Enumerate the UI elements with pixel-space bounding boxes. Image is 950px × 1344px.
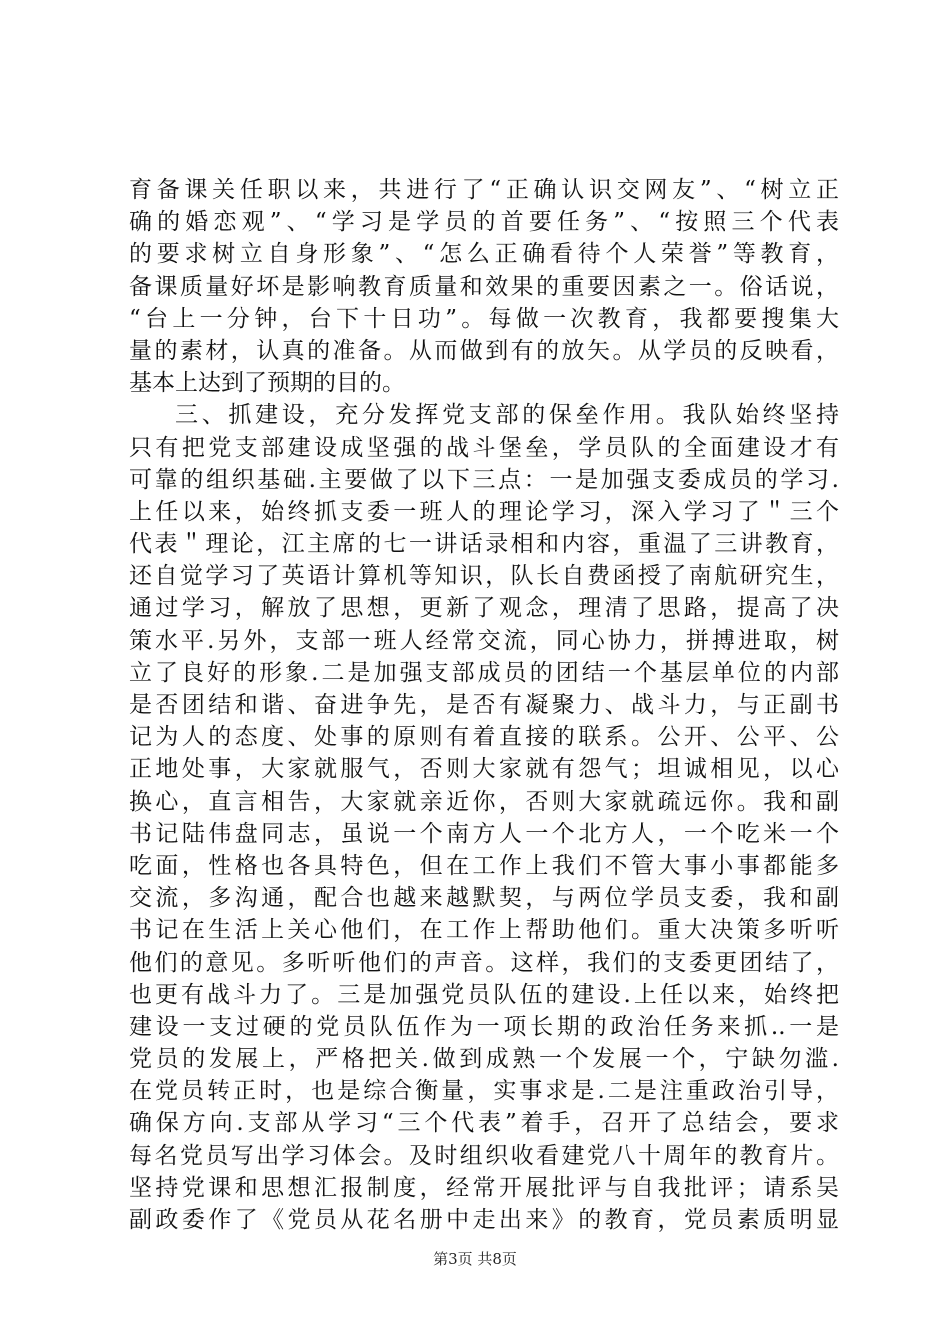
- text-line: 党员的发展上，严格把关.做到成熟一个发展一个，宁缺勿滥.: [129, 1046, 839, 1073]
- text-line: 换心，直言相告，大家就亲近你，否则大家就疏远你。我和副: [129, 788, 839, 815]
- text-line: 在党员转正时，也是综合衡量，实事求是.二是注重政治引导，: [129, 1078, 839, 1105]
- text-line: 也更有战斗力了。三是加强党员队伍的建设.上任以来，始终把: [129, 981, 839, 1008]
- text-line: 书记陆伟盘同志，虽说一个南方人一个北方人，一个吃米一个: [129, 820, 839, 847]
- section-heading-line: 三、抓建设，充分发挥党支部的保垒作用。我队始终坚持: [175, 402, 839, 429]
- text-line: 交流，多沟通，配合也越来越默契，与两位学员支委，我和副: [129, 885, 839, 912]
- text-line: 书记在生活上关心他们，在工作上帮助他们。重大决策多听听: [129, 917, 839, 944]
- text-line: 副政委作了《党员从花名册中走出来》的教育，党员素质明显: [129, 1207, 839, 1233]
- document-body: [129, 174, 839, 1236]
- text-line: 确的婚恋观”、“学习是学员的首要任务”、“按照三个代表: [129, 209, 839, 236]
- text-line: 策水平.另外，支部一班人经常交流，同心协力，拼搏进取，树: [129, 627, 839, 654]
- text-line: 是否团结和谐、奋进争先，是否有凝聚力、战斗力，与正副书: [129, 692, 839, 718]
- text-line: 只有把党支部建设成坚强的战斗堡垒，学员队的全面建设才有: [129, 434, 839, 461]
- text-line: 通过学习，解放了思想，更新了观念，理清了思路，提高了决: [129, 595, 839, 622]
- text-line: 每名党员写出学习体会。及时组织收看建党八十周年的教育片。: [129, 1142, 839, 1169]
- text-line: 建设一支过硬的党员队伍作为一项长期的政治任务来抓..一是: [129, 1013, 839, 1040]
- text-line: 备课质量好坏是影响教育质量和效果的重要因素之一。俗话说，: [129, 273, 839, 300]
- text-line: 还自觉学习了英语计算机等知识，队长自费函授了南航研究生，: [129, 563, 839, 590]
- text-line: 基本上达到了预期的目的。: [129, 370, 405, 397]
- text-line: 记为人的态度、处事的原则有着直接的联系。公开、公平、公: [129, 724, 839, 751]
- text-line: 代表＂理论，江主席的七一讲话录相和内容，重温了三讲教育，: [129, 531, 839, 558]
- text-line: 上任以来，始终抓支委一班人的理论学习，深入学习了＂三个: [129, 498, 839, 525]
- page-footer: 第3页 共8页: [433, 1250, 517, 1268]
- text-line: 的要求树立自身形象”、“怎么正确看待个人荣誉”等教育，: [129, 241, 839, 268]
- text-line: 他们的意见。多听听他们的声音。这样，我们的支委更团结了，: [129, 949, 839, 976]
- text-line: “台上一分钟，台下十日功”。每做一次教育，我都要搜集大: [129, 305, 839, 332]
- text-line: 坚持党课和思想汇报制度，经常开展批评与自我批评；请系吴: [129, 1174, 839, 1201]
- text-line: 立了良好的形象.二是加强支部成员的团结一个基层单位的内部: [129, 659, 839, 686]
- text-line: 吃面，性格也各具特色，但在工作上我们不管大事小事都能多: [129, 852, 839, 879]
- text-line: 确保方向.支部从学习“三个代表”着手，召开了总结会，要求: [129, 1110, 839, 1137]
- text-line: 育备课关任职以来，共进行了“正确认识交网友”、“树立正: [129, 177, 839, 203]
- text-line: 量的素材，认真的准备。从而做到有的放矢。从学员的反映看，: [129, 337, 839, 364]
- text-line: 可靠的组织基础.主要做了以下三点：一是加强支委成员的学习.: [129, 466, 839, 493]
- text-line: 正地处事，大家就服气，否则大家就有怨气；坦诚相见，以心: [129, 756, 839, 783]
